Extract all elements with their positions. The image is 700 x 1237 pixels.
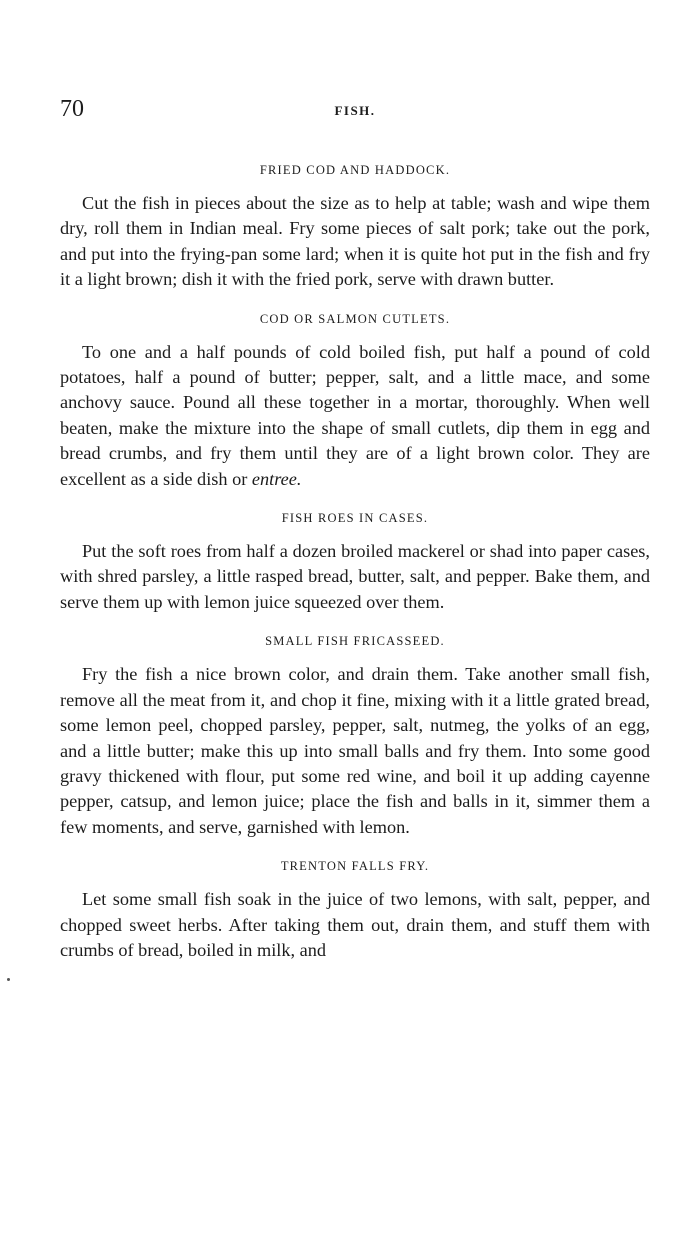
recipe-fish-roes-in-cases — [60, 510, 650, 615]
recipe-cod-or-salmon-cutlets — [60, 311, 650, 492]
recipe-fried-cod-and-haddock — [60, 162, 650, 293]
recipe-text: Put the soft roes from half a dozen broiled mackerel or shad into paper cases, with shred parsley, a little rasped bread, butter, salt, and pepper. Bake them, and serve them up with lemon juice squeezed over them. — [60, 541, 650, 612]
margin-speck — [7, 978, 10, 981]
recipe-text: Fry the fish a nice brown color, and drain them. Take another small fish, remove all the meat from it, and chop it fine, mixing with it a little grated bread, some lemon peel, chopped parsley, pepper, salt, nutmeg, the yolks of an egg, and a little butter; make this up into small balls and fry them. Into some good gravy thickened with flour, put some red wine, and boil it up adding cayenne pepper, catsup, and lemon juice; place the fish and balls in it, simmer them a few moments, and serve, garnished with lemon. — [60, 664, 650, 837]
recipe-text-italic: entree. — [251, 468, 302, 489]
recipe-text: Cut the fish in pieces about the size as to help at table; wash and wipe them dry, roll them in Indian meal. Fry some pieces of salt pork; take out the pork, and put into the frying-pan some lard; when it is quite hot put in the fish and fry it a light brown; dish it with the fried pork, serve with drawn butter. — [60, 193, 650, 290]
page-number: 70 — [60, 96, 84, 122]
running-head — [60, 96, 650, 130]
recipe-small-fish-fricasseed — [60, 633, 650, 840]
recipe-text: Let some small fish soak in the juice of two lemons, with salt, pepper, and chopped sweet herbs. After taking them out, drain them, and stuff them with crumbs of bread, boiled in milk, and — [60, 889, 650, 960]
recipe-trenton-falls-fry — [60, 858, 650, 963]
recipe-title: FISH ROES IN CASES. — [281, 511, 429, 526]
recipe-text-wrapper — [60, 340, 650, 492]
recipe-title: COD OR SALMON CUTLETS. — [259, 311, 451, 326]
recipe-title: SMALL FISH FRICASSEED. — [265, 634, 445, 649]
running-title: FISH. — [334, 103, 376, 118]
recipe-title: TRENTON FALLS FRY. — [280, 859, 430, 874]
recipe-title: FRIED COD AND HADDOCK. — [259, 163, 451, 177]
recipe-text: To one and a half pounds of cold boiled fish, put half a pound of cold potatoes, half a pound of butter; pepper, salt, and a little mace, and some anchovy sauce. Pound all these together in a mortar, thoroughly. When well beaten, make the mixture into the shape of small cutlets, dip them in egg and bread crumbs, and fry them until they are of a light brown color. They are excellent as a side dish or — [60, 341, 650, 489]
page-content — [60, 162, 650, 981]
